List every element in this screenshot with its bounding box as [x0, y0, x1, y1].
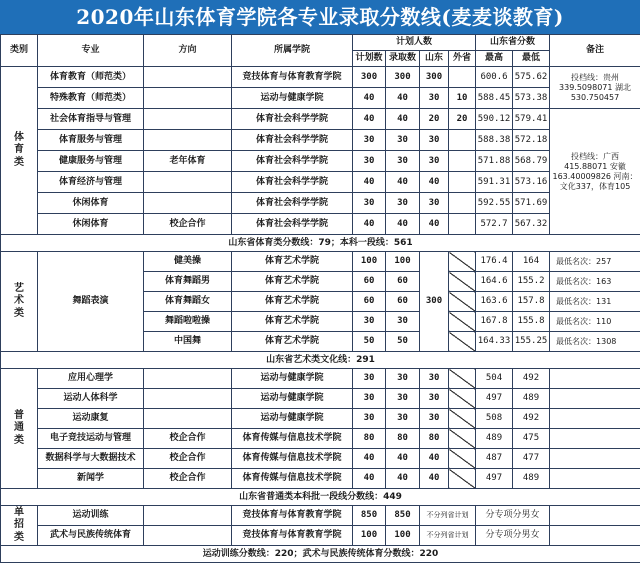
- table-row: [1, 109, 640, 130]
- outside-cell: [449, 130, 476, 151]
- shandong-cell: 30: [420, 151, 449, 172]
- admitted-cell: 40: [386, 88, 420, 109]
- admitted-cell: 40: [386, 214, 420, 235]
- admitted-cell: 850: [386, 506, 420, 526]
- plan-cell: 60: [353, 292, 386, 312]
- summary-row: [1, 546, 640, 563]
- category-cell: 体育类: [1, 67, 38, 235]
- max-score-cell: 508: [476, 409, 513, 429]
- empty-cell: [449, 429, 476, 449]
- remark-cell: 投档线：广西415.88071 安徽163.40009826 河南：文化337，体育105: [550, 109, 640, 235]
- max-score-cell: 497: [476, 469, 513, 489]
- remark-cell: [550, 449, 640, 469]
- table-row: [1, 130, 640, 151]
- major-cell: 运动训练: [38, 506, 144, 526]
- empty-cell: [449, 252, 476, 272]
- empty-cell: [449, 292, 476, 312]
- table-row: [1, 449, 640, 469]
- max-score-cell: 591.31: [476, 172, 513, 193]
- category-cell: 单招类: [1, 506, 38, 546]
- remark-cell: [550, 389, 640, 409]
- plan-cell: 40: [353, 214, 386, 235]
- remark-cell: [550, 506, 640, 526]
- max-score-cell: 163.6: [476, 292, 513, 312]
- direction-cell: [144, 67, 232, 88]
- remark-cell: 最低名次：163: [550, 272, 640, 292]
- major-cell: 体育服务与管理: [38, 130, 144, 151]
- outside-cell: 10: [449, 88, 476, 109]
- college-cell: 体育社会科学学院: [232, 172, 353, 193]
- max-score-cell: 504: [476, 369, 513, 389]
- min-score-cell: 475: [513, 429, 550, 449]
- college-cell: 体育社会科学学院: [232, 109, 353, 130]
- shandong-cell: 40: [420, 449, 449, 469]
- direction-cell: [144, 506, 232, 526]
- max-score-cell: 600.6: [476, 67, 513, 88]
- header-score-group: 山东省分数: [476, 35, 550, 51]
- split-cell: 不分列省计划: [420, 506, 476, 526]
- admitted-cell: 30: [386, 151, 420, 172]
- summary-cell: 运动训练分数线：220；武术与民族传统体育分数线：220: [1, 546, 640, 563]
- college-cell: 运动与健康学院: [232, 88, 353, 109]
- summary-cell: 山东省体育类分数线：79；本科一段线：561: [1, 235, 640, 252]
- major-cell: 休闲体育: [38, 193, 144, 214]
- min-score-cell: 568.79: [513, 151, 550, 172]
- major-cell: 电子竞技运动与管理: [38, 429, 144, 449]
- min-score-cell: 157.8: [513, 292, 550, 312]
- college-cell: 体育艺术学院: [232, 292, 353, 312]
- shandong-cell: 30: [420, 130, 449, 151]
- table-row: [1, 526, 640, 546]
- min-score-cell: 492: [513, 409, 550, 429]
- empty-cell: [449, 272, 476, 292]
- max-score-cell: 571.88: [476, 151, 513, 172]
- direction-cell: 中国舞: [144, 332, 232, 352]
- major-cell: 体育教育（师范类）: [38, 67, 144, 88]
- shandong-cell: 40: [420, 214, 449, 235]
- max-score-cell: 167.8: [476, 312, 513, 332]
- major-cell: 特殊教育（师范类）: [38, 88, 144, 109]
- header-category: 类别: [1, 35, 38, 67]
- plan-cell: 40: [353, 88, 386, 109]
- shandong-cell: 300: [420, 252, 449, 352]
- table-row: [1, 429, 640, 449]
- table-row: [1, 67, 640, 88]
- college-cell: 体育社会科学学院: [232, 130, 353, 151]
- summary-row: [1, 489, 640, 506]
- admitted-cell: 40: [386, 469, 420, 489]
- table-row: [1, 193, 640, 214]
- direction-cell: 体育舞蹈男: [144, 272, 232, 292]
- max-score-cell: 572.7: [476, 214, 513, 235]
- empty-cell: [449, 469, 476, 489]
- college-cell: 运动与健康学院: [232, 369, 353, 389]
- min-score-cell: 155.25: [513, 332, 550, 352]
- direction-cell: 校企合作: [144, 214, 232, 235]
- header-plan: 计划数: [353, 51, 386, 67]
- max-score-cell: 588.45: [476, 88, 513, 109]
- empty-cell: [449, 449, 476, 469]
- plan-cell: 30: [353, 409, 386, 429]
- shandong-cell: 30: [420, 193, 449, 214]
- outside-cell: [449, 151, 476, 172]
- plan-cell: 40: [353, 469, 386, 489]
- min-score-cell: 573.16: [513, 172, 550, 193]
- direction-cell: [144, 389, 232, 409]
- admitted-cell: 30: [386, 130, 420, 151]
- header-major: 专业: [38, 35, 144, 67]
- college-cell: 体育艺术学院: [232, 272, 353, 292]
- major-cell: 新闻学: [38, 469, 144, 489]
- plan-cell: 30: [353, 312, 386, 332]
- summary-cell: 山东省艺术类文化线：291: [1, 352, 640, 369]
- max-score-cell: 487: [476, 449, 513, 469]
- plan-cell: 50: [353, 332, 386, 352]
- header-max: 最高: [476, 51, 513, 67]
- empty-cell: [449, 312, 476, 332]
- min-score-cell: 155.2: [513, 272, 550, 292]
- admitted-cell: 40: [386, 172, 420, 193]
- table-row: [1, 151, 640, 172]
- shandong-cell: 40: [420, 172, 449, 193]
- table-row: [1, 469, 640, 489]
- plan-cell: 30: [353, 130, 386, 151]
- table-row: [1, 214, 640, 235]
- remark-cell: [550, 526, 640, 546]
- plan-cell: 80: [353, 429, 386, 449]
- college-cell: 竞技体育与体育教育学院: [232, 526, 353, 546]
- direction-cell: [144, 109, 232, 130]
- college-cell: 竞技体育与体育教育学院: [232, 506, 353, 526]
- header-direction: 方向: [144, 35, 232, 67]
- max-score-cell: 588.38: [476, 130, 513, 151]
- remark-cell: 最低名次：110: [550, 312, 640, 332]
- admitted-cell: 30: [386, 409, 420, 429]
- major-cell: 社会体育指导与管理: [38, 109, 144, 130]
- direction-cell: [144, 409, 232, 429]
- direction-cell: 校企合作: [144, 449, 232, 469]
- college-cell: 体育传媒与信息技术学院: [232, 429, 353, 449]
- header-remark: 备注: [550, 35, 640, 67]
- plan-cell: 60: [353, 272, 386, 292]
- page-title: 2020年山东体育学院各专业录取分数线(麦麦谈教育): [0, 0, 640, 34]
- table-row: [1, 409, 640, 429]
- major-cell: 舞蹈表演: [38, 252, 144, 352]
- summary-cell: 山东省普通类本科批一段线分数线：449: [1, 489, 640, 506]
- direction-cell: 健美操: [144, 252, 232, 272]
- college-cell: 体育社会科学学院: [232, 193, 353, 214]
- remark-cell: 投档线：贵州339.5098071 湖北530.750457: [550, 67, 640, 109]
- major-cell: 健康服务与管理: [38, 151, 144, 172]
- admitted-cell: 100: [386, 526, 420, 546]
- min-score-cell: 489: [513, 389, 550, 409]
- remark-cell: 最低名次：257: [550, 252, 640, 272]
- shandong-cell: 30: [420, 389, 449, 409]
- admitted-cell: 40: [386, 449, 420, 469]
- table-row: [1, 172, 640, 193]
- admitted-cell: 50: [386, 332, 420, 352]
- admitted-cell: 60: [386, 292, 420, 312]
- max-score-cell: 164.33: [476, 332, 513, 352]
- empty-cell: [449, 409, 476, 429]
- shandong-cell: 30: [420, 409, 449, 429]
- college-cell: 体育传媒与信息技术学院: [232, 469, 353, 489]
- empty-cell: [449, 332, 476, 352]
- max-score-cell: 489: [476, 429, 513, 449]
- outside-cell: [449, 214, 476, 235]
- plan-cell: 100: [353, 252, 386, 272]
- major-cell: 应用心理学: [38, 369, 144, 389]
- min-score-cell: 477: [513, 449, 550, 469]
- direction-cell: [144, 526, 232, 546]
- major-cell: 运动康复: [38, 409, 144, 429]
- summary-row: [1, 235, 640, 252]
- score-cell: 分专项分男女: [476, 506, 550, 526]
- direction-cell: 校企合作: [144, 429, 232, 449]
- admitted-cell: 30: [386, 312, 420, 332]
- min-score-cell: 579.41: [513, 109, 550, 130]
- table-row: [1, 88, 640, 109]
- remark-cell: [550, 409, 640, 429]
- shandong-cell: 80: [420, 429, 449, 449]
- remark-cell: 最低名次：1308: [550, 332, 640, 352]
- min-score-cell: 572.18: [513, 130, 550, 151]
- header-college: 所属学院: [232, 35, 353, 67]
- college-cell: 体育传媒与信息技术学院: [232, 449, 353, 469]
- admitted-cell: 30: [386, 389, 420, 409]
- plan-cell: 30: [353, 151, 386, 172]
- header-outside: 外省: [449, 51, 476, 67]
- shandong-cell: 30: [420, 369, 449, 389]
- outside-cell: 20: [449, 109, 476, 130]
- plan-cell: 40: [353, 172, 386, 193]
- admitted-cell: 100: [386, 252, 420, 272]
- remark-cell: [550, 429, 640, 449]
- table-row: [1, 389, 640, 409]
- header-shandong: 山东: [420, 51, 449, 67]
- direction-cell: [144, 369, 232, 389]
- shandong-cell: 30: [420, 88, 449, 109]
- major-cell: 休闲体育: [38, 214, 144, 235]
- college-cell: 竞技体育与体育教育学院: [232, 67, 353, 88]
- admitted-cell: 80: [386, 429, 420, 449]
- min-score-cell: 155.8: [513, 312, 550, 332]
- college-cell: 体育艺术学院: [232, 332, 353, 352]
- major-cell: 数据科学与大数据技术: [38, 449, 144, 469]
- max-score-cell: 592.55: [476, 193, 513, 214]
- outside-cell: [449, 172, 476, 193]
- plan-cell: 40: [353, 109, 386, 130]
- category-cell: 普通类: [1, 369, 38, 489]
- header-min: 最低: [513, 51, 550, 67]
- admitted-cell: 60: [386, 272, 420, 292]
- max-score-cell: 164.6: [476, 272, 513, 292]
- outside-cell: [449, 67, 476, 88]
- direction-cell: 校企合作: [144, 469, 232, 489]
- table-row: [1, 506, 640, 526]
- college-cell: 体育社会科学学院: [232, 151, 353, 172]
- direction-cell: [144, 88, 232, 109]
- plan-cell: 850: [353, 506, 386, 526]
- college-cell: 运动与健康学院: [232, 389, 353, 409]
- summary-row: [1, 352, 640, 369]
- empty-cell: [449, 369, 476, 389]
- direction-cell: [144, 172, 232, 193]
- college-cell: 体育社会科学学院: [232, 214, 353, 235]
- empty-cell: [449, 389, 476, 409]
- admitted-cell: 300: [386, 67, 420, 88]
- direction-cell: [144, 130, 232, 151]
- plan-cell: 30: [353, 389, 386, 409]
- table-row: [1, 252, 640, 272]
- college-cell: 运动与健康学院: [232, 409, 353, 429]
- min-score-cell: 573.38: [513, 88, 550, 109]
- max-score-cell: 590.12: [476, 109, 513, 130]
- min-score-cell: 571.69: [513, 193, 550, 214]
- plan-cell: 300: [353, 67, 386, 88]
- direction-cell: [144, 193, 232, 214]
- remark-cell: [550, 369, 640, 389]
- header-admitted: 录取数: [386, 51, 420, 67]
- min-score-cell: 567.32: [513, 214, 550, 235]
- plan-cell: 40: [353, 449, 386, 469]
- admission-score-table: [0, 34, 640, 563]
- direction-cell: 老年体育: [144, 151, 232, 172]
- remark-cell: [550, 469, 640, 489]
- plan-cell: 30: [353, 193, 386, 214]
- shandong-cell: 300: [420, 67, 449, 88]
- remark-cell: 最低名次：131: [550, 292, 640, 312]
- min-score-cell: 492: [513, 369, 550, 389]
- category-cell: 艺术类: [1, 252, 38, 352]
- split-cell: 不分列省计划: [420, 526, 476, 546]
- direction-cell: 舞蹈啦啦操: [144, 312, 232, 332]
- shandong-cell: 20: [420, 109, 449, 130]
- min-score-cell: 489: [513, 469, 550, 489]
- min-score-cell: 575.62: [513, 67, 550, 88]
- score-cell: 分专项分男女: [476, 526, 550, 546]
- college-cell: 体育艺术学院: [232, 312, 353, 332]
- direction-cell: 体育舞蹈女: [144, 292, 232, 312]
- table-row: [1, 369, 640, 389]
- max-score-cell: 176.4: [476, 252, 513, 272]
- admitted-cell: 40: [386, 109, 420, 130]
- college-cell: 体育艺术学院: [232, 252, 353, 272]
- plan-cell: 30: [353, 369, 386, 389]
- shandong-cell: 40: [420, 469, 449, 489]
- admitted-cell: 30: [386, 369, 420, 389]
- plan-cell: 100: [353, 526, 386, 546]
- admitted-cell: 30: [386, 193, 420, 214]
- outside-cell: [449, 193, 476, 214]
- header-plan-group: 计划人数: [353, 35, 476, 51]
- major-cell: 运动人体科学: [38, 389, 144, 409]
- major-cell: 武术与民族传统体育: [38, 526, 144, 546]
- max-score-cell: 497: [476, 389, 513, 409]
- major-cell: 体育经济与管理: [38, 172, 144, 193]
- min-score-cell: 164: [513, 252, 550, 272]
